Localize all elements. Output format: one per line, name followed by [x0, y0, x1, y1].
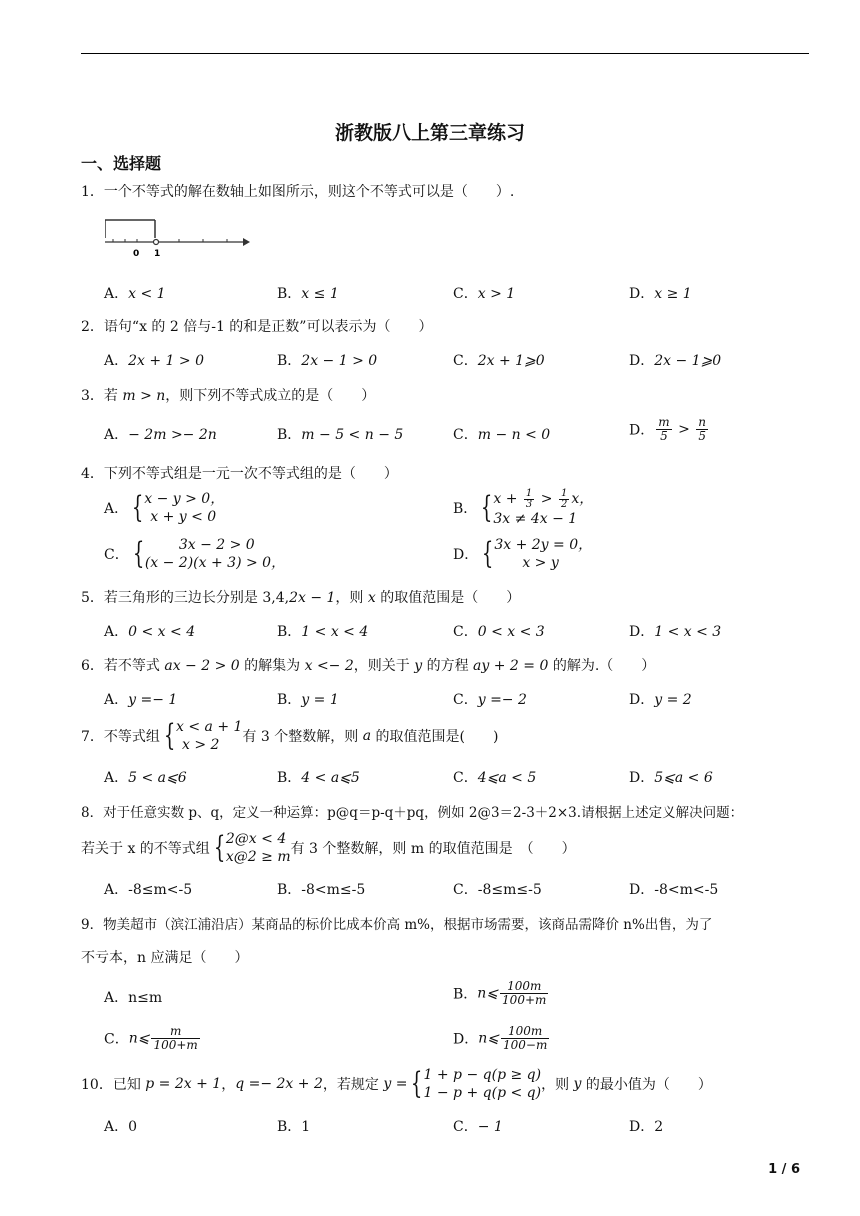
q10-option-a: A．0	[104, 1119, 138, 1135]
q4-option-d: D． { 3x + 2y = 0， x > y	[453, 536, 593, 571]
q7-option-a: A．5 < a⩽6	[104, 770, 187, 786]
question-4-stem: 4．下列不等式组是一元一次不等式组的是（ ）	[81, 466, 398, 482]
q8-option-c: C．-8≤m≤-5	[453, 882, 542, 898]
q4-option-c: C． { 3x − 2 > 0 (x − 2)(x + 3) > 0，	[104, 536, 286, 571]
q2-option-b: B．2x − 1 > 0	[277, 353, 378, 369]
question-1-stem: 1．一个不等式的解在数轴上如图所示，则这个不等式可以是（ ）.	[81, 184, 515, 200]
question-9-stem-line2: 不亏本，n 应满足（ ）	[81, 950, 249, 966]
number-line-figure	[105, 214, 250, 264]
q1-option-b: B．x ≤ 1	[277, 286, 339, 302]
q6-option-d: D．y = 2	[629, 692, 692, 708]
q8-option-a: A．-8≤m<-5	[104, 882, 193, 898]
q1-option-d: D．x ≥ 1	[629, 286, 692, 302]
question-2-stem: 2．语句“x 的 2 倍与-1 的和是正数”可以表示为（ ）	[81, 319, 433, 335]
question-5-stem: 5．若三角形的三边长分别是 3,4,2x − 1，则 x 的取值范围是（ ）	[81, 590, 521, 606]
header-rule	[81, 53, 809, 54]
q5-option-a: A．0 < x < 4	[104, 624, 196, 640]
q2-option-a: A．2x + 1 > 0	[104, 353, 205, 369]
q6-option-b: B．y = 1	[277, 692, 339, 708]
q7-option-d: D．5⩽a < 6	[629, 770, 713, 786]
q2-option-c: C．2x + 1⩾0	[453, 353, 545, 369]
q10-option-c: C．− 1	[453, 1119, 503, 1135]
tick-label-1: 1	[154, 249, 161, 259]
section-heading: 一、选择题	[81, 154, 162, 173]
q10-option-d: D．2	[629, 1119, 664, 1135]
q4-option-a: A． { x − y > 0， x + y < 0	[104, 490, 225, 525]
q4-option-b: B． { x + $\frac{1}{3}$ > $\frac{1}{2}$ x， 3x ≠ 4x − 1	[453, 487, 594, 527]
page-title: 浙教版八上第三章练习	[334, 122, 525, 144]
q3-option-a: A．− 2m >− 2n	[104, 427, 217, 443]
question-7-stem: 7．不等式组 { x < a + 1 x > 2 有 3 个整数解，则 a 的取值范围是( )	[81, 718, 499, 753]
question-8-stem-line1: 8．对于任意实数 p、q，定义一种运算：p@q＝p-q＋pq，例如 2@3＝2-3＋2×3.请根据上述定义解决问题：	[81, 805, 744, 821]
q8-option-d: D．-8<m<-5	[629, 882, 719, 898]
q9-option-c: C．n⩽ $\frac{m}{100+m}$	[104, 1024, 198, 1052]
q7-option-b: B．4 < a⩽5	[277, 770, 360, 786]
page-number: 1 / 6	[768, 1162, 800, 1177]
q8-option-b: B．-8<m≤-5	[277, 882, 366, 898]
q6-option-c: C．y =− 2	[453, 692, 527, 708]
q5-option-b: B．1 < x < 4	[277, 624, 369, 640]
question-3-stem: 3．若 m > n，则下列不等式成立的是（ ）	[81, 388, 376, 404]
q6-option-a: A．y =− 1	[104, 692, 178, 708]
q9-option-a: A．n≤m	[104, 990, 163, 1006]
q2-option-d: D．2x − 1⩾0	[629, 353, 722, 369]
tick-label-0: 0	[133, 249, 140, 259]
q9-option-d: D．n⩽ $\frac{100m}{100-m}$	[453, 1024, 548, 1052]
q7-option-c: C．4⩽a < 5	[453, 770, 537, 786]
q3-option-b: B．m − 5 < n − 5	[277, 427, 404, 443]
q1-option-c: C．x > 1	[453, 286, 516, 302]
q3-option-c: C．m − n < 0	[453, 427, 551, 443]
q5-option-d: D．1 < x < 3	[629, 624, 722, 640]
question-6-stem: 6．若不等式 ax − 2 > 0 的解集为 x <− 2，则关于 y 的方程 ay + 2 = 0 的解为.（ ）	[81, 658, 656, 674]
q1-option-a: A．x < 1	[104, 286, 166, 302]
q10-option-b: B．1	[277, 1119, 311, 1135]
question-9-stem-line1: 9．物美超市（滨江浦沿店）某商品的标价比成本价高 m%，根据市场需要，该商品需降价 n%出售，为了	[81, 917, 713, 933]
question-8-stem-line2: 若关于 x 的不等式组 { 2@x < 4 x@2 ≥ m 有 3 个整数解，则 m 的取值范围是 （ ）	[81, 830, 576, 865]
q5-option-c: C．0 < x < 3	[453, 624, 545, 640]
question-10-stem: 10．已知 p = 2x + 1，q =− 2x + 2，若规定 y = { 1 + p − q(p ≥ q) 1 − p + q(p < q) ，则 y 的最小值为（ ）	[81, 1066, 712, 1101]
q9-option-b: B．n⩽ $\frac{100m}{100+m}$	[453, 979, 547, 1007]
q3-option-d: D． $\frac{m}{5}$ > $\frac{n}{5}$	[629, 415, 706, 443]
